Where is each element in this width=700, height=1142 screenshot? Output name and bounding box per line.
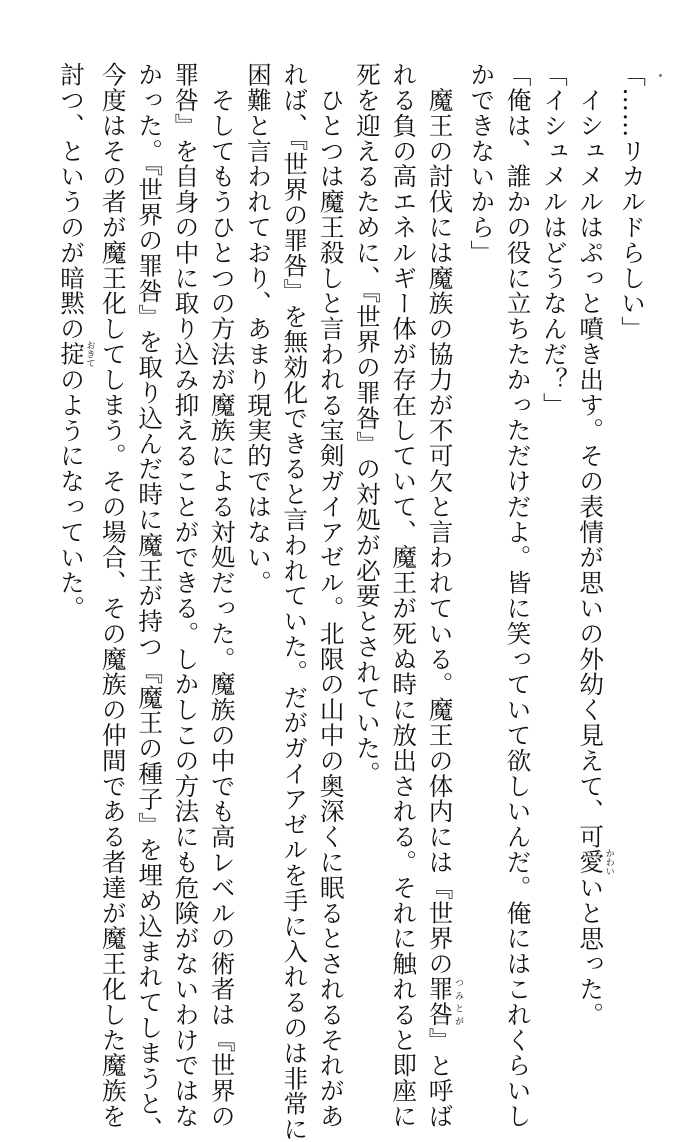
text-line-16: 討つ、というのが暗黙の掟おきてのようになっていた。 [57, 62, 95, 621]
text-line-6: 魔王の討伐には魔族の協力が不可欠と言われている。魔王の体内には『世界の罪咎つみとが』と呼ば [425, 62, 464, 1129]
text-line-14: かった。『世界の罪咎』を取り込んだ時に魔王が持つ『魔王の種子』を埋め込まれてしまうと、 [135, 62, 165, 1142]
furigana-okite: 掟おきて [57, 340, 95, 368]
text-line-1: 「……リカルドらしい」 [618, 62, 647, 342]
text-line-5: かできないから」 [467, 62, 497, 266]
furigana-kawaii: 愛かわい [576, 848, 614, 876]
text-line-13: 罪咎』を自身の中に取り込み抑えることができる。しかしこの方法にも危険がないわけではな [171, 62, 201, 1129]
text-line-7: れる負の高エネルギー体が存在していて、魔王が死ぬ時に放出される。それに触れると即座に [389, 62, 419, 1129]
text-line-11: 困難と言われており、あまり現実的ではない。 [244, 62, 274, 596]
text-line-3: 「イシュメルはどうなんだ？」 [539, 62, 569, 418]
text-line-2: イシュメルはぷっと噴き出す。その表情が思いの外幼く見えて、可愛かわいいと思った。 [576, 62, 614, 1028]
text-line-8: 死を迎えるために、『世界の罪咎』の対処が必要とされていた。 [352, 62, 382, 787]
furigana-tsumitoga: 罪咎つみとが [425, 976, 464, 1028]
text-line-12: そしてもうひとつの方法が魔族による対処だった。魔族の中でも高レベルの術者は『世界の [207, 62, 237, 1129]
text-line-4: 「俺は、誰かの役に立ちたかっただけだよ。皆に笑っていて欲しいんだ。俺にはこれくらいし [503, 62, 533, 1129]
text-line-15: 今度はその者が魔王化してしまう。その場合、その魔族の仲間である者達が魔王化した魔族を [98, 62, 128, 1129]
text-line-9: ひとつは魔王殺しと言われる宝剣ガイアゼル。北限の山中の奥深くに眠るとされるそれがあ [316, 62, 346, 1129]
page-mark [659, 74, 662, 77]
text-line-10: れば、『世界の罪咎』を無効化できると言われていた。だがガイアゼルを手に入れるのは非常に [280, 62, 310, 1142]
vertical-text-block [53, 62, 650, 1142]
